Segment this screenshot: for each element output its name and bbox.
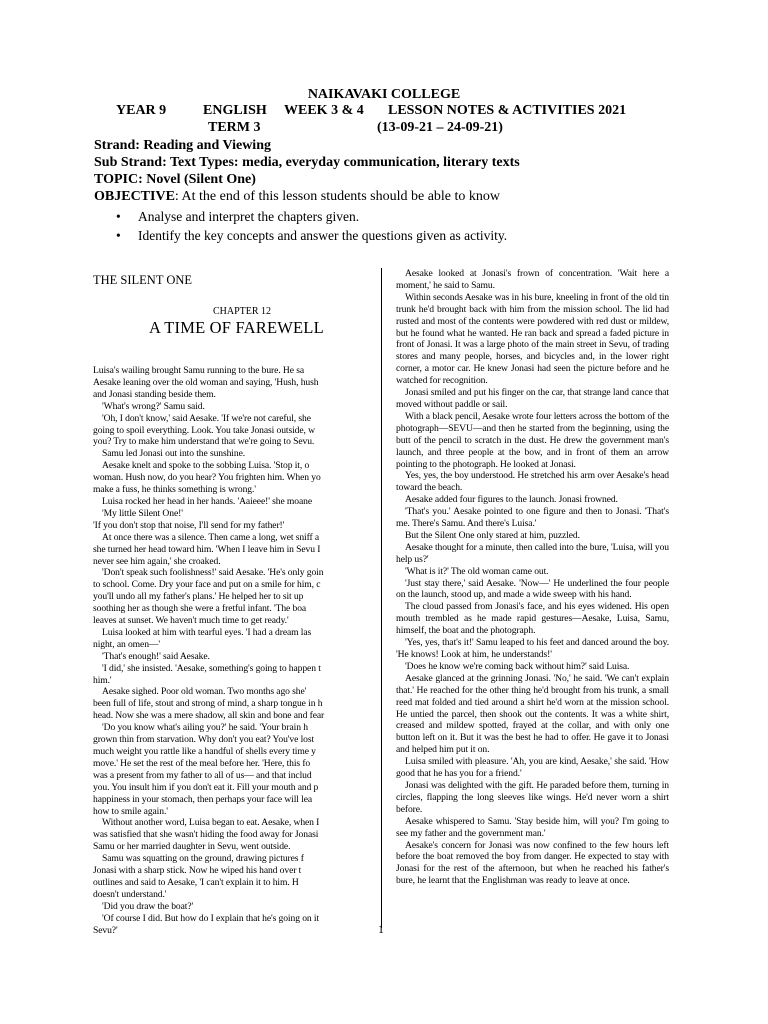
paragraph: With a black pencil, Aesake wrote four letters across the bottom of the photograph—SEVU—and then he started from the beginning, using the butt of the pencil to scratch in the dust. He drew the government man's launch, and three people at the bow, and in front of them an arrow pointing to the photograph. He looked at Jonasi. bbox=[396, 410, 669, 470]
text-line: Samu or her married daughter in Sevu, went outside. bbox=[93, 841, 291, 853]
text-line: move.' He set the rest of the meal before her. 'Here, this fo bbox=[93, 757, 311, 769]
text-line: head. Now she was a mere shadow, all skin and bone and fear bbox=[93, 710, 325, 722]
paragraph: 'Does he know we're coming back without him?' said Luisa. bbox=[405, 660, 630, 672]
text-line: Aesake leaning over the old woman and saying, 'Hush, hush bbox=[93, 376, 319, 388]
text-line: 'If you don't stop that noise, I'll send for my father!' bbox=[93, 519, 285, 531]
paragraph: But the Silent One only stared at him, puzzled. bbox=[405, 529, 580, 541]
text-line: Sevu?' bbox=[93, 924, 118, 936]
paragraph: 'That's you.' Aesake pointed to one figure and then to Jonasi. 'That's me. There's Samu. And there's Luisa.' bbox=[396, 506, 669, 530]
text-line: Luisa rocked her head in her hands. 'Aaieee!' she moane bbox=[102, 495, 312, 507]
paragraph: Aesake looked at Jonasi's frown of concentration. 'Wait here a moment,' he said to Samu. bbox=[396, 268, 669, 291]
topic: TOPIC: Novel (Silent One) bbox=[94, 172, 256, 187]
text-line: to school. Come. Dry your face and put on a smile for him, c bbox=[93, 579, 321, 591]
paragraph: Yes, yes, the boy understood. He stretched his arm over Aesake's head toward the beach. bbox=[396, 470, 669, 494]
text-line: Samu was squatting on the ground, drawing pictures f bbox=[102, 853, 304, 865]
text-line: happiness in your stomach, then perhaps your face will lea bbox=[93, 793, 313, 805]
text-line: 'Of course I did. But how do I explain that he's going on it bbox=[102, 912, 320, 924]
text-line: how to smile again.' bbox=[93, 805, 168, 817]
paragraph: Luisa smiled with pleasure. 'Ah, you are kind, Aesake,' she said. 'How good that he has you for a friend.' bbox=[396, 756, 669, 780]
page-number: 1 bbox=[378, 922, 384, 936]
chapter-title: A TIME OF FAREWELL bbox=[149, 318, 324, 337]
text-line: was satisfied that she wasn't hiding the food away for Jonasi bbox=[93, 829, 319, 841]
right-text-column bbox=[396, 268, 669, 887]
text-line: woman. Hush now, do you hear? You frighten him. When yo bbox=[93, 472, 321, 484]
text-line: 'What's wrong?' Samu said. bbox=[102, 400, 205, 412]
paragraph: Aesake glanced at the grinning Jonasi. 'No,' he said. 'We can't explain that.' He reached for the other thing he'd brought from his trunk, a small reed mat folded and tied around a shirt he'd worn at the mission school. He untied the parcel, then shook out the contents. It was a white shirt, creased and mildew spotted, frayed at the collar, and with only one button left on it. But it was the best he had to offer. He gave it to Jonasi and helped him put it on. bbox=[396, 672, 669, 756]
lesson-meta bbox=[94, 137, 734, 245]
text-line: going to spoil everything. Look. You take Jonasi outside, w bbox=[93, 424, 315, 436]
sub-strand: Sub Strand: Text Types: media, everyday communication, literary texts bbox=[94, 155, 520, 170]
course-line bbox=[0, 103, 768, 120]
text-line: Jonasi with a sharp stick. Now he wiped his hand over t bbox=[93, 865, 302, 877]
paragraph: Aesake thought for a minute, then called into the bure, 'Luisa, will you help us?' bbox=[396, 541, 669, 565]
text-line: grown thin from starvation. Why don't you eat? You've lost bbox=[93, 734, 315, 746]
text-line: you? Try to make him understand that we're going to Sevu. bbox=[93, 436, 315, 448]
objective-item: • Analyse and interpret the chapters given. bbox=[138, 207, 734, 226]
text-line: much weight you rattle like a handful of shells every time y bbox=[93, 746, 316, 757]
text-line: 'Did you draw the boat?' bbox=[102, 900, 194, 912]
left-text-column bbox=[93, 365, 383, 936]
text-line: night, an omen—' bbox=[93, 638, 161, 650]
school-name: NAIKAVAKI COLLEGE bbox=[307, 87, 461, 102]
document-header bbox=[0, 86, 768, 137]
text-line: leaves at sunset. We haven't much time to get ready.' bbox=[93, 615, 289, 627]
paragraph: 'Yes, yes, that's it!' Samu leaped to his feet and danced around the boy. 'He knows! Look at him, he understands!' bbox=[396, 637, 669, 660]
paragraph: Aesake added four figures to the launch. Jonasi frowned. bbox=[405, 494, 618, 506]
paragraph: 'What is it?' The old woman came out. bbox=[405, 565, 549, 577]
objective-label: OBJECTIVE bbox=[94, 189, 175, 204]
text-line: 'Do you know what's ailing you?' he said. 'Your brain h bbox=[102, 722, 308, 734]
paragraph: Jonasi was delighted with the gift. He paraded before them, turning in circles, flapping the long sleeves like wings. He'd never worn a shirt before. bbox=[396, 779, 669, 815]
paragraph: Jonasi smiled and put his finger on the car, that strange land cance that moved without paddle or sail. bbox=[396, 387, 669, 410]
text-line: him.' bbox=[93, 674, 112, 686]
paragraph: Aesake's concern for Jonasi was now confined to the few hours left before the boat removed the boy from danger. He expected to stay with Jonasi for the rest of the afternoon, but when he reached his father's bure, he learnt that the Englishman was ready to leave at once. bbox=[396, 839, 669, 887]
text-line: and Jonasi standing beside them. bbox=[93, 388, 216, 400]
text-line: Luisa looked at him with tearful eyes. 'I had a dream las bbox=[102, 626, 312, 638]
objective-text: : At the end of this lesson students should be able to know bbox=[174, 189, 501, 204]
text-line: 'Don't speak such foolishness!' said Aesake. 'He's only goin bbox=[102, 567, 324, 579]
text-line: Aesake knelt and spoke to the sobbing Luisa. 'Stop it, o bbox=[102, 460, 310, 472]
date-range: (13-09-21 – 24-09-21) bbox=[377, 120, 503, 135]
week-label: WEEK 3 & 4 bbox=[284, 103, 364, 118]
text-line: Samu led Jonasi out into the sunshine. bbox=[102, 448, 246, 460]
notes-label: LESSON NOTES & ACTIVITIES 2021 bbox=[388, 103, 627, 118]
text-line: Aesake sighed. Poor old woman. Two months ago she' bbox=[102, 686, 307, 698]
book-title: THE SILENT ONE bbox=[93, 273, 193, 287]
term-line bbox=[0, 120, 768, 137]
text-line: you. You insult him if you don't eat it. Fill your mouth and p bbox=[93, 781, 319, 793]
chapter-number: CHAPTER 12 bbox=[213, 306, 272, 317]
text-line: Without another word, Luisa began to eat. Aesake, when I bbox=[102, 817, 320, 829]
text-line: she turned her head toward him. 'When I leave him in Sevu I bbox=[93, 543, 321, 555]
objective-item: • Identify the key concepts and answer the questions given as activity. bbox=[138, 226, 734, 245]
paragraph: 'Just stay there,' said Aesake. 'Now—' He underlined the four people on the launch, stood up, and made a wide sweep with his hand. bbox=[396, 577, 669, 601]
text-line: 'Oh, I don't know,' said Aesake. 'If we're not careful, she bbox=[102, 412, 311, 424]
text-line: At once there was a silence. Then came a long, wet sniff a bbox=[102, 531, 320, 543]
text-line: was a present from my father to all of us— and that includ bbox=[93, 769, 312, 781]
objective-list bbox=[94, 207, 734, 245]
text-line: 'My little Silent One!' bbox=[102, 507, 183, 519]
text-line: outlines and said to Aesake, 'I can't explain it to him. H bbox=[93, 876, 299, 888]
paragraph: The cloud passed from Jonasi's face, and his eyes widened. His open mouth trembled as he made rapid gestures—Aesake, Luisa, Samu, himself, the boat and the photograph. bbox=[396, 601, 669, 637]
text-line: soothing her as though she were a fretful infant. 'The boa bbox=[93, 603, 307, 615]
paragraph: Within seconds Aesake was in his bure, kneeling in front of the old tin trunk he'd brought back with him from the mission school. The lid had rusted and most of the contents were powdered with red dust or mildew, but he found what he wanted. He ran back and spread a faded picture in front of Jonasi. It was a large photo of the main street in Sevu, of trading stores and many people, horses, and bicycles and, in the lower right corner, a motor car. He knew Jonasi had seen the picture before and he watched for recognition. bbox=[396, 291, 669, 387]
year-label: YEAR 9 bbox=[116, 103, 167, 118]
objective bbox=[94, 188, 734, 205]
text-line: 'That's enough!' said Aesake. bbox=[102, 650, 210, 662]
text-line: Luisa's wailing brought Samu running to the bure. He sa bbox=[93, 365, 304, 376]
text-line: make a fuss, he thinks something is wrong.' bbox=[93, 484, 256, 496]
text-line: doesn't understand.' bbox=[93, 888, 167, 900]
text-line: never see him again,' she croaked. bbox=[93, 555, 221, 567]
paragraph: Aesake whispered to Samu. 'Stay beside him, will you? I'm going to see my father and the government man.' bbox=[396, 815, 669, 839]
text-line: been full of life, stout and strong of mind, a sharp tongue in h bbox=[93, 698, 323, 710]
term-label: TERM 3 bbox=[208, 120, 261, 135]
strand: Strand: Reading and Viewing bbox=[94, 138, 271, 153]
text-line: 'I did,' she insisted. 'Aesake, something's going to happen t bbox=[102, 662, 321, 674]
subject-label: ENGLISH bbox=[203, 103, 267, 118]
text-line: you'll undo all my father's plans.' He helped her to sit up bbox=[93, 591, 304, 603]
